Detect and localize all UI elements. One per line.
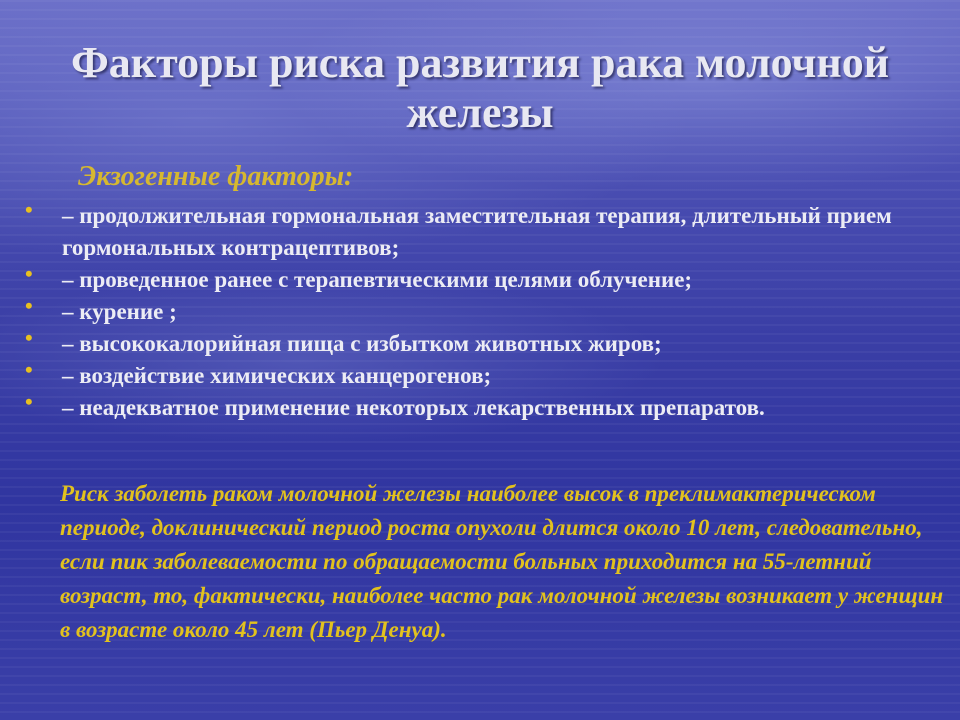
bullet-icon: •	[25, 325, 33, 350]
list-item	[20, 357, 950, 392]
list-item-text: – высококалорийная пища с избытком животных жиров;	[62, 331, 662, 356]
bullet-icon: •	[25, 293, 33, 318]
slide-title: Факторы риска развития рака молочной железы	[70, 38, 890, 137]
risk-factor-list	[20, 197, 950, 424]
exogenous-factors-heading: Экзогенные факторы:	[78, 161, 354, 192]
bullet-icon: •	[25, 197, 33, 222]
list-item	[20, 197, 950, 264]
risk-note-paragraph: Риск заболеть раком молочной железы наиболее высок в преклимактерическом периоде, доклинический период роста опухоли длится около 10 лет, следовательно, если пик заболеваемости по обращаемости больных приходится на 55-летний возраст, то, фактически, наиболее часто рак молочной железы возникает у женщин в возрасте около 45 лет (Пьер Денуа).	[60, 481, 944, 642]
bullet-icon: •	[25, 357, 33, 382]
list-item-text: – неадекватное применение некоторых лекарственных препаратов.	[62, 395, 765, 420]
bullet-icon: •	[25, 389, 33, 414]
list-item-text: – продолжительная гормональная заместительная терапия, длительный прием гормональных контрацептивов;	[62, 203, 892, 260]
list-item	[20, 261, 950, 296]
list-item-text: – воздействие химических канцерогенов;	[62, 363, 492, 388]
list-item-text: – курение ;	[62, 299, 177, 324]
list-item	[20, 389, 950, 424]
list-item	[20, 293, 950, 328]
list-item	[20, 325, 950, 360]
list-item-text: – проведенное ранее с терапевтическими целями облучение;	[62, 267, 693, 292]
bullet-icon: •	[25, 261, 33, 286]
